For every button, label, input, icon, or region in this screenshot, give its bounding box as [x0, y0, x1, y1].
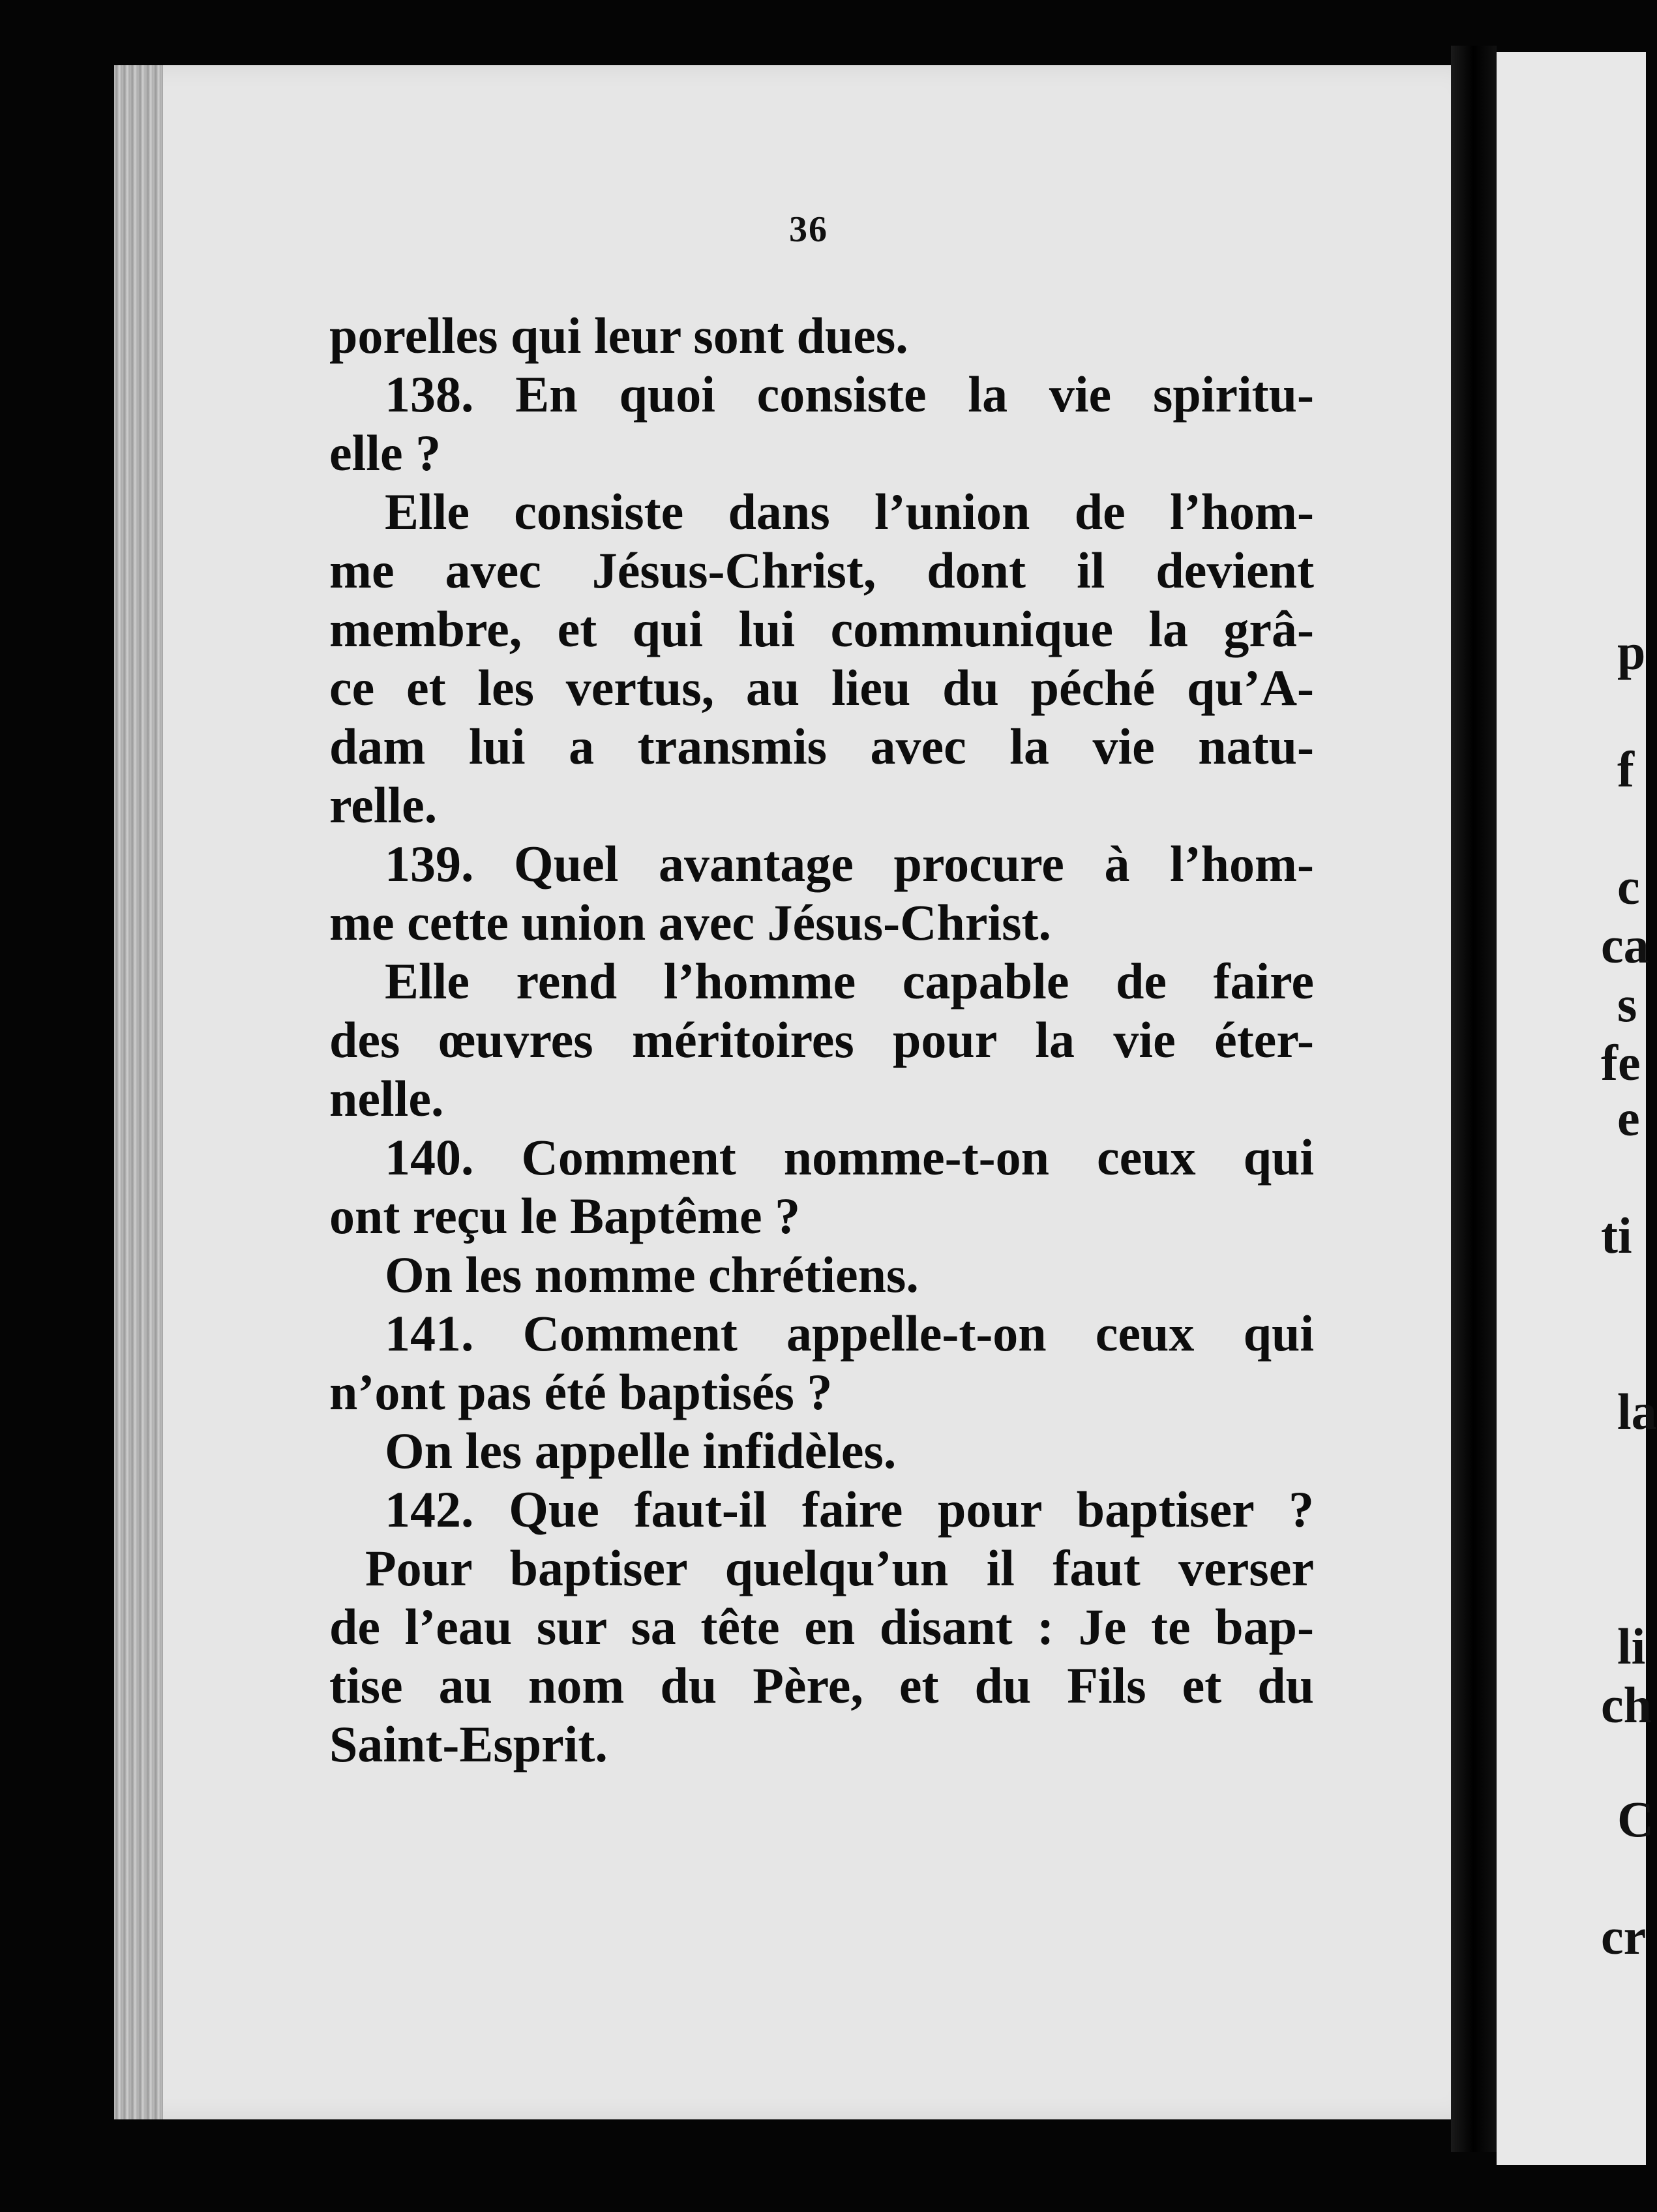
right-page-fragment: ch: [1601, 1677, 1652, 1733]
page-text: [329, 306, 1314, 1774]
right-page-fragment: s: [1617, 976, 1637, 1032]
question-line: 141. Comment appelle-t-on ceux qui: [385, 1305, 1314, 1362]
question-line: 139. Quel avantage procure à l’hom-: [385, 835, 1314, 892]
right-page-fragment: p: [1617, 623, 1646, 680]
question-line: ont reçu le Baptême ?: [329, 1188, 801, 1244]
right-page-fragment: ca: [1601, 917, 1649, 974]
right-page-fragment: C: [1617, 1791, 1654, 1847]
answer-line: Pour baptiser quelqu’un il faut verser: [365, 1540, 1314, 1596]
question-line: n’ont pas été baptisés ?: [329, 1364, 833, 1420]
question-line: 138. En quoi consiste la vie spiritu-: [385, 366, 1314, 423]
answer-line: ce et les vertus, au lieu du péché qu’A-: [329, 659, 1314, 716]
right-page-fragment: ti: [1601, 1207, 1632, 1264]
right-page-fragment: fe: [1601, 1034, 1641, 1091]
right-page-fragment: li: [1617, 1618, 1646, 1675]
answer-line: des œuvres méritoires pour la vie éter-: [329, 1011, 1314, 1068]
answer-line: On les appelle infidèles.: [385, 1422, 897, 1479]
text-line: porelles qui leur sont dues.: [329, 307, 908, 364]
answer-line: Elle consiste dans l’union de l’hom-: [385, 483, 1314, 540]
answer-line: tise au nom du Père, et du Fils et du: [329, 1657, 1314, 1714]
question-line: 142. Que faut-il faire pour baptiser ?: [385, 1481, 1314, 1538]
answer-line: membre, et qui lui communique la grâ-: [329, 601, 1314, 657]
question-line: 140. Comment nomme-t-on ceux qui: [385, 1129, 1314, 1186]
page-edges: [114, 65, 163, 2119]
answer-line: Elle rend l’homme capable de faire: [385, 953, 1314, 1009]
right-page-fragment: e: [1617, 1090, 1640, 1146]
answer-line: nelle.: [329, 1070, 444, 1127]
right-page-fragment: la: [1617, 1383, 1657, 1440]
question-line: me cette union avec Jésus-Christ.: [329, 894, 1051, 951]
question-line: elle ?: [329, 425, 441, 481]
answer-line: Saint-Esprit.: [329, 1716, 608, 1772]
right-page-fragment: cr: [1601, 1908, 1647, 1965]
answer-line: de l’eau sur sa tête en disant : Je te bap-: [329, 1598, 1314, 1655]
answer-line: me avec Jésus-Christ, dont il devient: [329, 542, 1314, 599]
answer-line: dam lui a transmis avec la vie natu-: [329, 718, 1314, 775]
answer-line: relle.: [329, 777, 438, 833]
answer-line: On les nomme chrétiens.: [385, 1246, 919, 1303]
right-page-fragment: c: [1617, 858, 1640, 915]
page-number: 36: [789, 209, 828, 250]
right-page-fragment: f: [1617, 741, 1634, 798]
book-gutter: [1451, 46, 1497, 2152]
